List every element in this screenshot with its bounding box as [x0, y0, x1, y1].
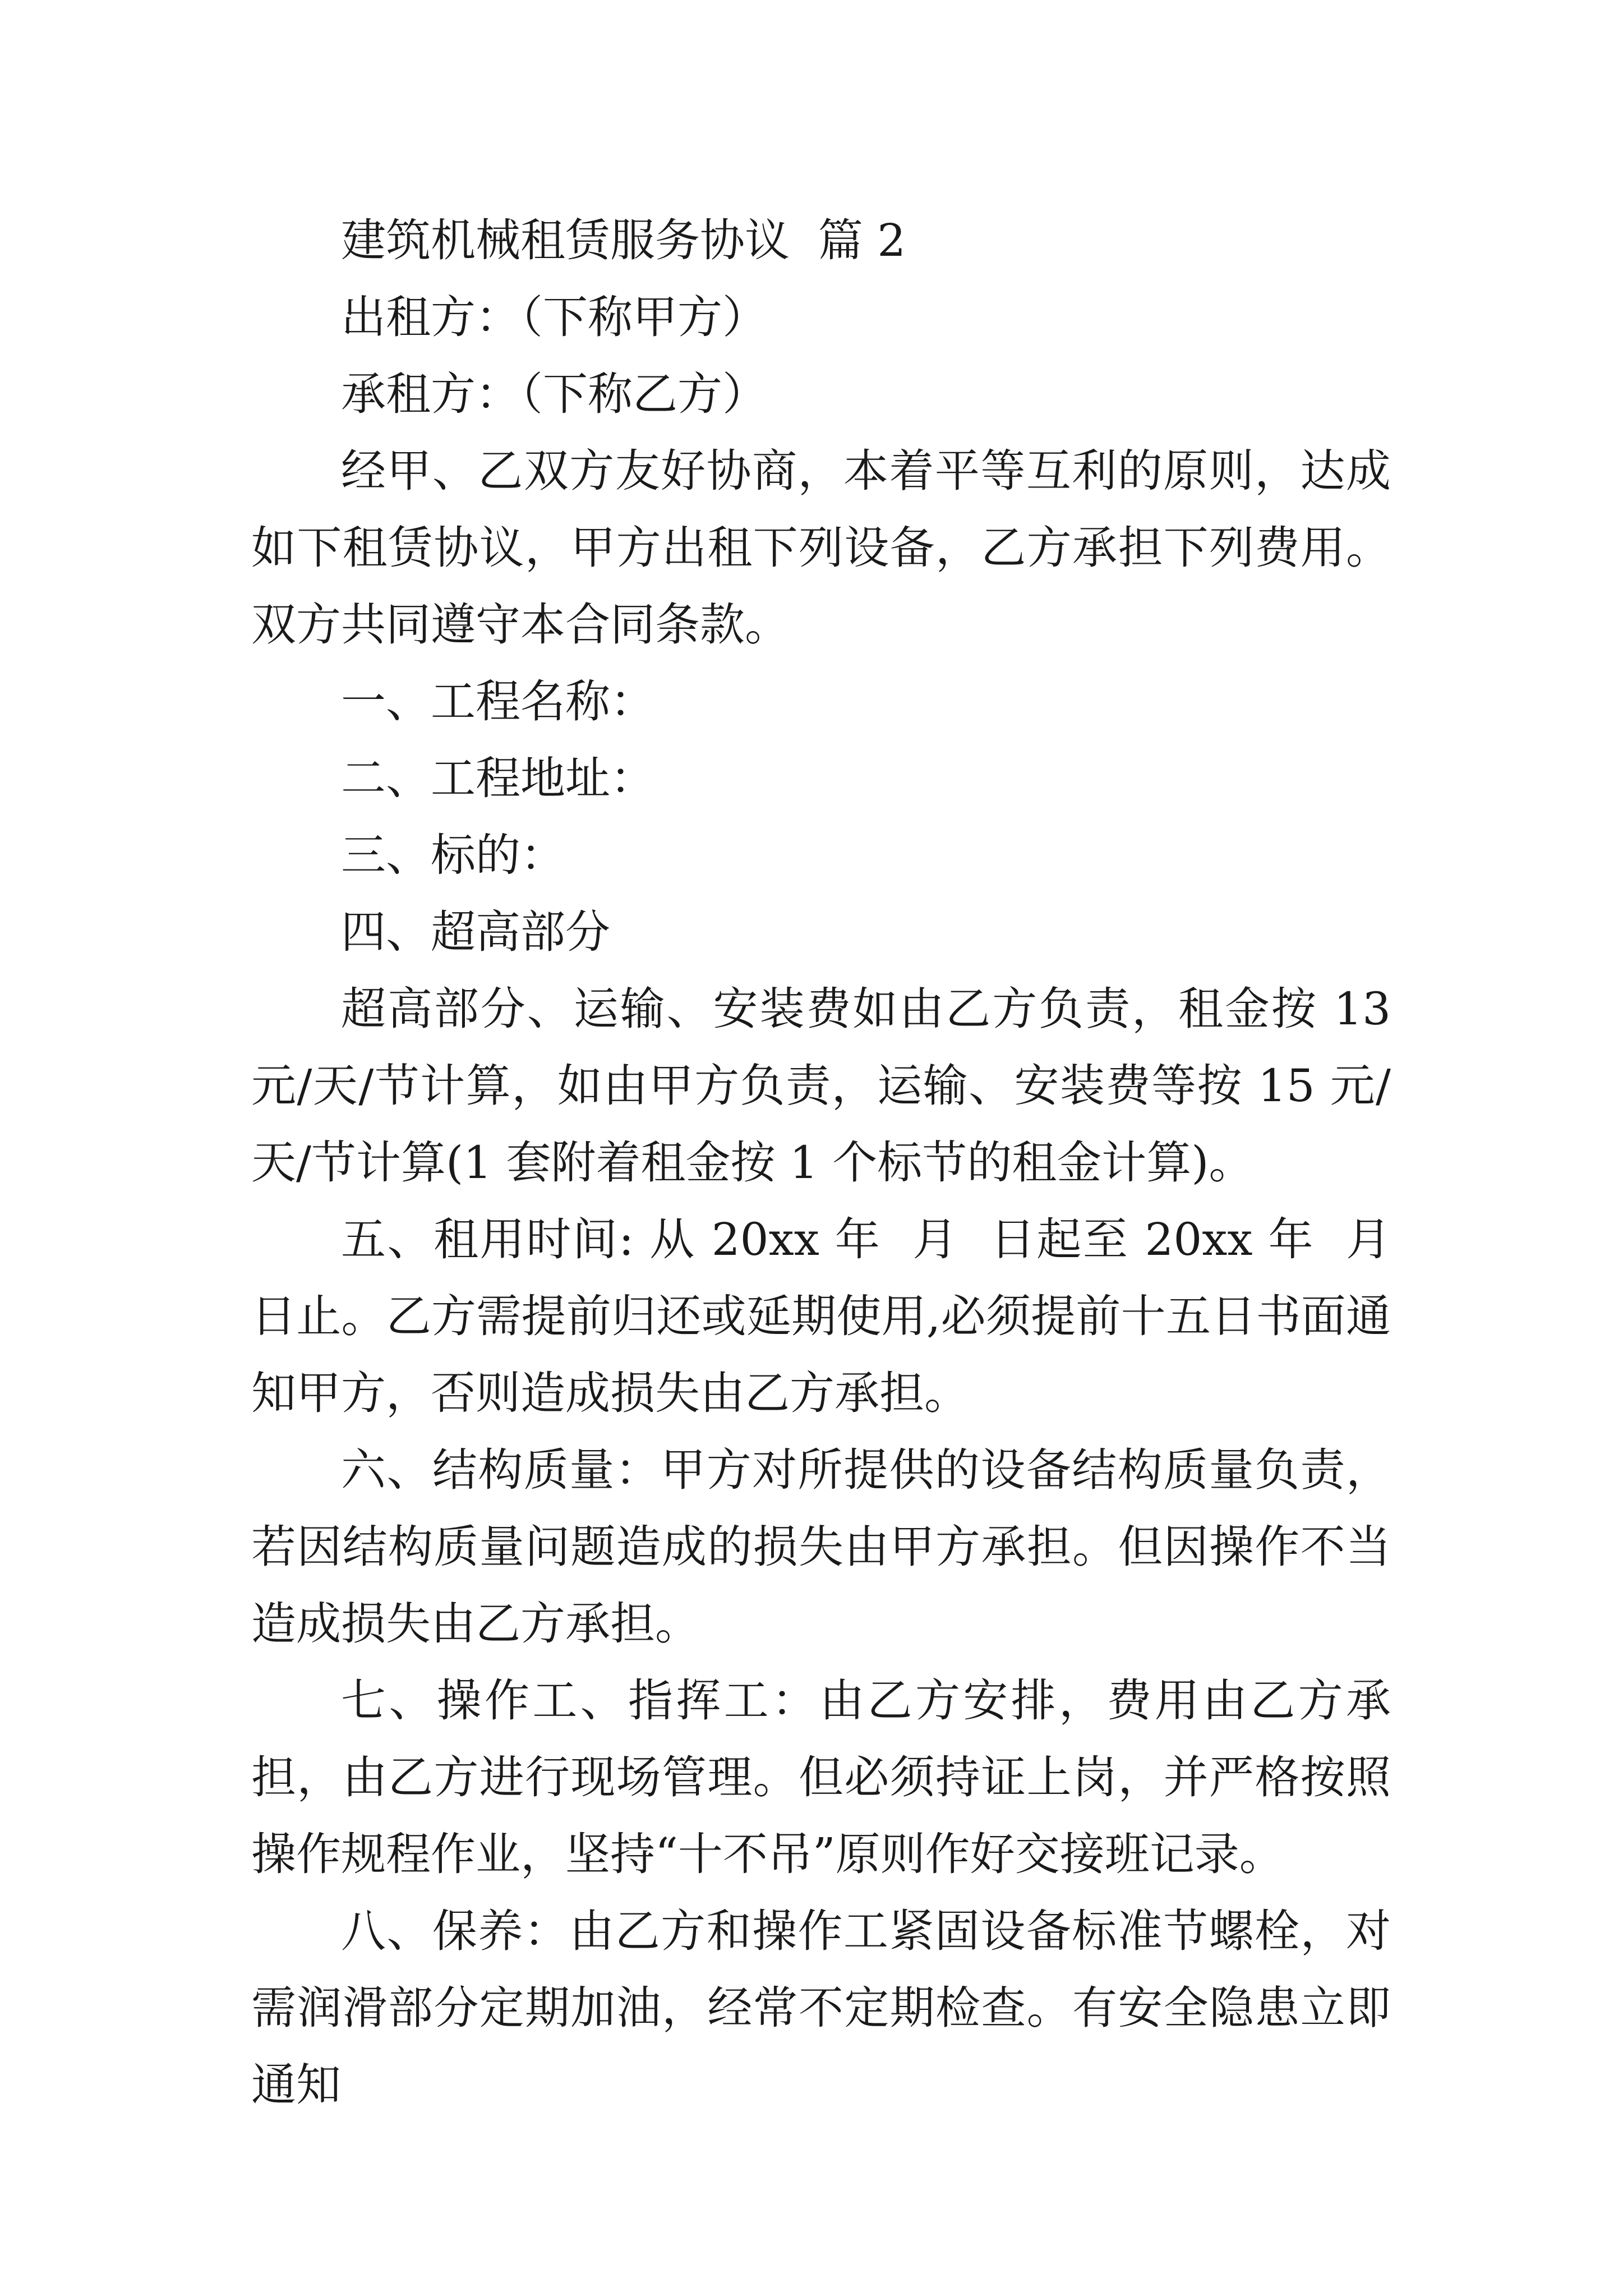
document-title: 建筑机械租赁服务协议 篇 2 — [341, 214, 906, 266]
clause-project-name: 一、工程名称： — [341, 675, 655, 728]
clause-subject: 三、标的： — [341, 829, 565, 881]
clause-rental-period: 五、租用时间: 从 20xx 年 月 日起至 20xx 年 月 日止。乙方需提前归还或延期使用,必须提前十五日书面通知甲方，否则造成损失由乙方承担。 — [251, 1213, 1419, 1419]
clause-height-body: 超高部分、运输、安装费如由乙方负责，租金按 13 元/天/节计算，如由甲方负责，运输、安装费等按 15 元/天/节计算(1 套附着租金按 1 个标节的租金计算)。 — [251, 983, 1405, 1189]
clause-project-address: 二、工程地址： — [341, 752, 655, 804]
clause-height-heading: 四、超高部分 — [341, 906, 610, 958]
preamble-paragraph: 经甲、乙双方友好协商，本着平等互利的原则，达成如下租赁协议，甲方出租下列设备，乙方承担下列费用。双方共同遵守本合同条款。 — [251, 445, 1391, 651]
clause-structural-quality: 六、结构质量：甲方对所提供的设备结构质量负责，若因结构质量问题造成的损失由甲方承担。但因操作不当造成损失由乙方承担。 — [251, 1444, 1391, 1650]
document-page — [251, 202, 1419, 2123]
clause-operators: 七、操作工、指挥工：由乙方安排，费用由乙方承担，由乙方进行现场管理。但必须持证上岗，并严格按照操作规程作业，坚持“十不吊”原则作好交接班记录。 — [251, 1674, 1391, 1880]
clause-maintenance: 八、保养：由乙方和操作工紧固设备标准节螺栓，对需润滑部分定期加油，经常不定期检查。有安全隐患立即通知 — [251, 1905, 1391, 2111]
lessee-line: 承租方：（下称乙方） — [341, 368, 767, 420]
lessor-line: 出租方：（下称甲方） — [341, 291, 767, 343]
